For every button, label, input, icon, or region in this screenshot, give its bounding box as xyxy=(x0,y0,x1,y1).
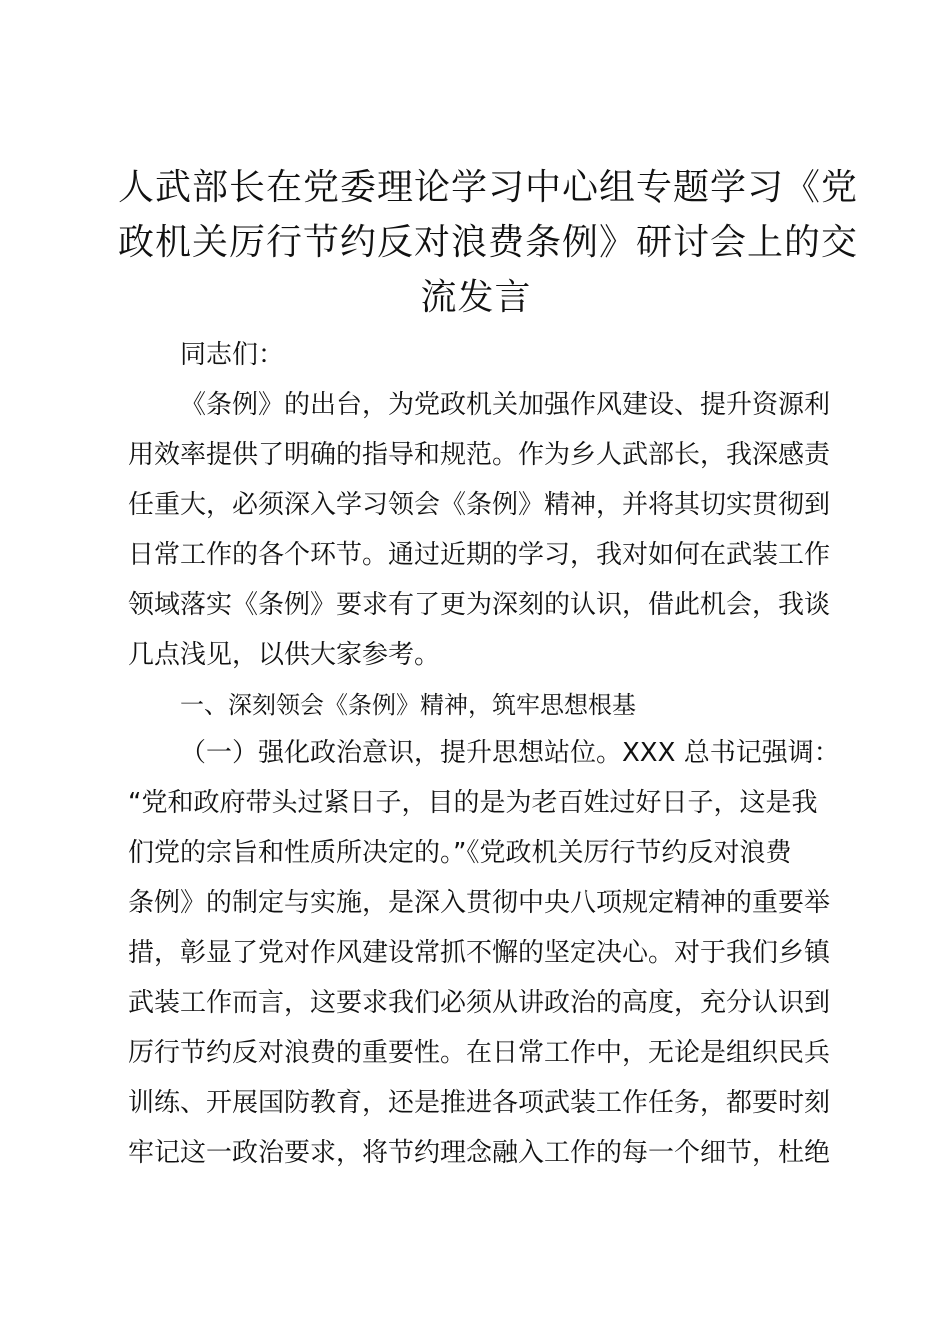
paragraph-line: 日常工作的各个环节。通过近期的学习，我对如何在武装工作 xyxy=(128,540,831,570)
paragraph-line: 训练、开展国防教育，还是推进各项武装工作任务，都要时刻 xyxy=(128,1088,831,1118)
paragraph-line: 领域落实《条例》要求有了更为深刻的认识，借此机会，我谈 xyxy=(128,590,831,620)
paragraph-line: 几点浅见，以供大家参考。 xyxy=(128,640,441,670)
paragraph-line: 武装工作而言，这要求我们必须从讲政治的高度，充分认识到 xyxy=(128,988,831,1018)
paragraph-line: 用效率提供了明确的指导和规范。作为乡人武部长，我深感责 xyxy=(128,440,831,470)
paragraph-line: 条例》的制定与实施，是深入贯彻中央八项规定精神的重要举 xyxy=(128,888,831,918)
paragraph-line: 们党的宗旨和性质所决定的。”《党政机关厉行节约反对浪费 xyxy=(128,838,792,868)
title-line: 人武部长在党委理论学习中心组专题学习《党 xyxy=(118,167,859,208)
document-title xyxy=(118,160,859,325)
title-line: 政机关厉行节约反对浪费条例》研讨会上的交 xyxy=(118,222,859,263)
paragraph-line: 任重大，必须深入学习领会《条例》精神，并将其切实贯彻到 xyxy=(128,490,831,520)
paragraph-line: 牢记这一政治要求，将节约理念融入工作的每一个细节，杜绝 xyxy=(128,1138,831,1168)
section-heading: 一、深刻领会《条例》精神，筑牢思想根基 xyxy=(180,691,636,719)
paragraph-line: 厉行节约反对浪费的重要性。在日常工作中，无论是组织民兵 xyxy=(128,1038,831,1068)
paragraph-line: 《条例》的出台，为党政机关加强作风建设、提升资源利 xyxy=(180,390,831,420)
title-line: 流发言 xyxy=(420,277,532,318)
paragraph-line: “党和政府带头过紧日子，目的是为老百姓过好日子，这是我 xyxy=(128,788,818,818)
paragraph-line: 措，彰显了党对作风建设常抓不懈的坚定决心。对于我们乡镇 xyxy=(128,938,831,968)
salutation: 同志们： xyxy=(180,340,285,370)
paragraph-line: （一）强化政治意识，提升思想站位。XXX 总书记强调： xyxy=(180,738,840,768)
